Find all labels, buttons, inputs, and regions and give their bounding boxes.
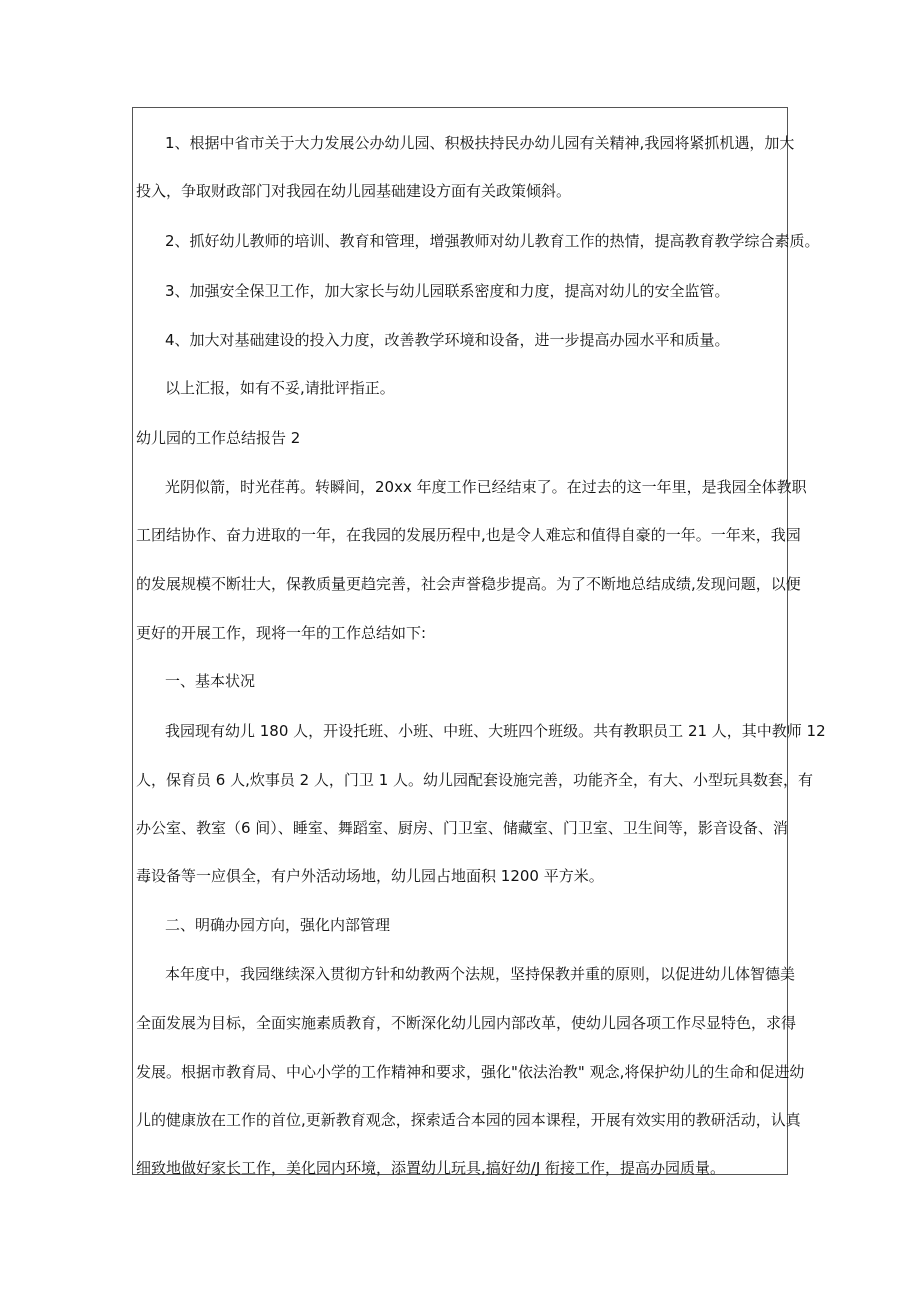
intro-line-2: 工团结协作、奋力进取的一年，在我园的发展历程中,也是令人难忘和值得自豪的一年。一年来，我园	[136, 526, 801, 544]
basic-status-line-3: 办公室、教室（6 间）、睡室、舞蹈室、厨房、门卫室、储藏室、门卫室、卫生间等，影音设备、消	[136, 819, 788, 837]
heading-basic-status: 一、基本状况	[165, 672, 256, 690]
paragraph-1-line-1: 1、根据中省市关于大力发展公办幼儿园、积极扶持民办幼儿园有关精神,我园将紧抓机遇，加大	[165, 134, 795, 152]
basic-status-line-4: 毒设备等一应俱全，有户外活动场地，幼儿园占地面积 1200 平方米。	[136, 867, 604, 885]
intro-line-4: 更好的开展工作，现将一年的工作总结如下:	[136, 624, 427, 642]
management-line-4: 儿的健康放在工作的首位,更新教育观念，探索适合本园的园本课程，开展有效实用的教研活动，认真	[136, 1111, 801, 1129]
paragraph-4: 4、加大对基础建设的投入力度，改善教学环境和设备，进一步提高办园水平和质量。	[165, 331, 730, 349]
management-line-5: 细致地做好家长工作，美化园内环境，添置幼儿玩具,搞好幼/J 衔接工作，提高办园质量。	[136, 1159, 726, 1177]
basic-status-line-1: 我园现有幼儿 180 人，开设托班、小班、中班、大班四个班级。共有教职员工 21 人，其中教师 12	[165, 722, 826, 740]
paragraph-1-line-2: 投入，争取财政部门对我园在幼儿园基础建设方面有关政策倾斜。	[136, 182, 572, 200]
management-line-3: 发展。根据市教育局、中心小学的工作精神和要求，强化"依法治教" 观念,将保护幼儿的生命和促进幼	[136, 1063, 805, 1081]
heading-management: 二、明确办园方向，强化内部管理	[165, 916, 391, 934]
closing-line: 以上汇报，如有不妥,请批评指正。	[165, 379, 395, 397]
intro-line-3: 的发展规模不断壮大，保教质量更趋完善，社会声誉稳步提高。为了不断地总结成绩,发现问题，以便	[136, 575, 801, 593]
management-line-2: 全面发展为目标，全面实施素质教育，不断深化幼儿园内部改革，使幼儿园各项工作尽显特色，求得	[136, 1014, 797, 1032]
paragraph-2: 2、抓好幼儿教师的培训、教育和管理，增强教师对幼儿教育工作的热情，提高教育教学综合素质。	[165, 232, 820, 250]
basic-status-line-2: 人，保育员 6 人,炊事员 2 人，门卫 1 人。幼儿园配套设施完善，功能齐全，有大、小型玩具数套，有	[136, 771, 814, 789]
paragraph-3: 3、加强安全保卫工作，加大家长与幼儿园联系密度和力度，提高对幼儿的安全监管。	[165, 282, 730, 300]
section-title: 幼儿园的工作总结报告 2	[136, 429, 301, 447]
management-line-1: 本年度中，我园继续深入贯彻方针和幼教两个法规，坚持保教并重的原则，以促进幼儿体智德美	[165, 965, 796, 983]
intro-line-1: 光阴似箭，时光荏苒。转瞬间，20xx 年度工作已经结束了。在过去的这一年里，是我园全体教职	[165, 478, 807, 496]
